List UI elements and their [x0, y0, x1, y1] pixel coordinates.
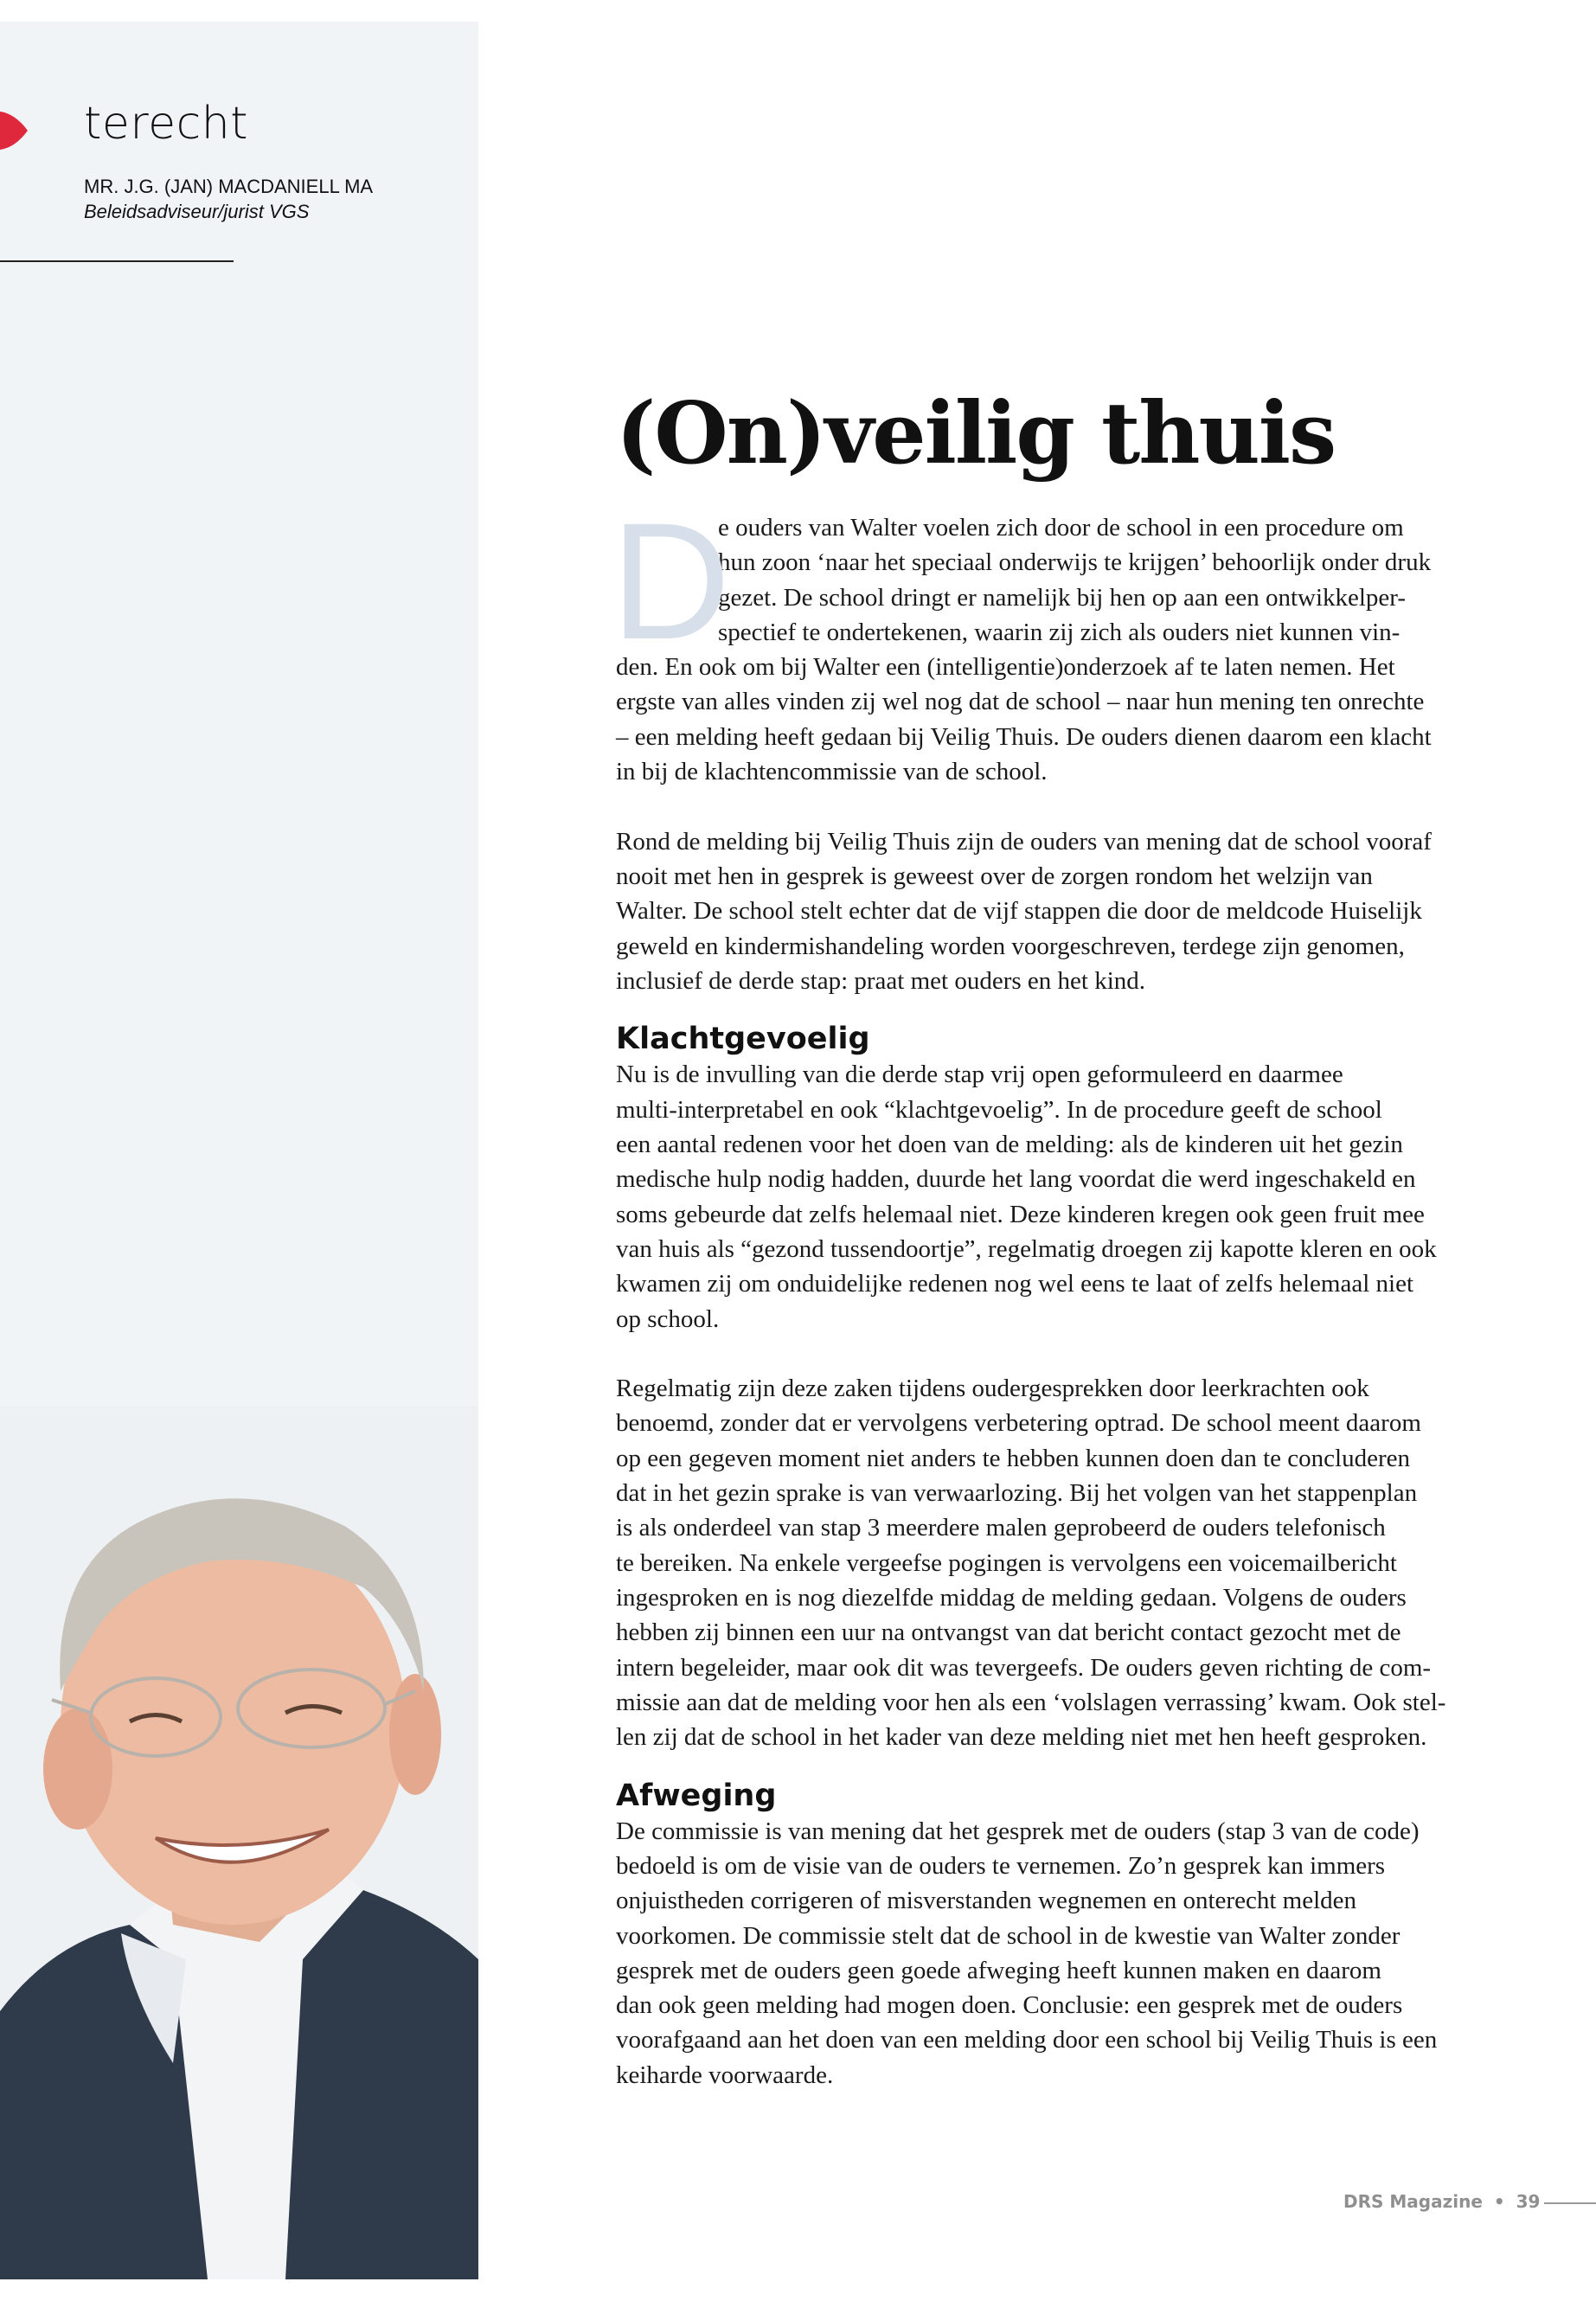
text-line: multi-interpretabel en ook “klachtgevoelig”. In de procedure geeft de school — [616, 1095, 1382, 1124]
text-line: e ouders van Walter voelen zich door de school in een procedure om — [718, 514, 1404, 542]
section-label: terecht — [84, 98, 249, 150]
text-line: voorafgaand aan het doen van een melding door een school bij Veilig Thuis is een — [616, 2026, 1438, 2054]
text-line: soms gebeurde dat zelfs helemaal niet. Deze kinderen kregen ook geen fruit mee — [616, 1200, 1425, 1228]
text-line: spectief te ondertekenen, waarin zij zich als ouders niet kunnen vin- — [718, 618, 1401, 646]
text-line: dan ook geen melding had mogen doen. Conclusie: een gesprek met de ouders — [616, 1991, 1403, 2020]
text-line: van huis als “gezond tussendoortje”, regelmatig droegen zij kapotte kleren en ook — [616, 1234, 1437, 1263]
text-line: op een gegeven moment niet anders te hebben kunnen doen dan te concluderen — [616, 1444, 1410, 1472]
paragraph — [616, 1057, 1507, 1336]
text-line: te bereiken. Na enkele vergeefse pogingen is vervolgens een voicemailbericht — [616, 1548, 1397, 1577]
section-heading: Klachtgevoelig — [616, 1022, 870, 1057]
text-line: len zij dat de school in het kader van deze melding niet met hen heeft gesproken. — [616, 1723, 1427, 1752]
text-line: Walter. De school stelt echter dat de vijf stappen die door de meldcode Huiselijk — [616, 897, 1422, 926]
text-line: Rond de melding bij Veilig Thuis zijn de ouders van mening dat de school vooraf — [616, 827, 1432, 856]
text-line: – een melding heeft gedaan bij Veilig Thuis. De ouders dienen daarom een klacht — [616, 722, 1432, 751]
text-line: gezet. De school dringt er namelijk bij hen op aan een ontwikkelper- — [718, 583, 1407, 612]
author-name: MR. J.G. (JAN) MACDANIELL MA — [84, 176, 374, 197]
text-line: gesprek met de ouders geen goede afweging heeft kunnen maken en daarom — [616, 1956, 1381, 1984]
text-line: intern begeleider, maar ook dit was tevergeefs. De ouders geven richting de com- — [616, 1653, 1432, 1682]
article-body — [611, 488, 1507, 2127]
text-line: Nu is de invulling van die derde stap vrij open geformuleerd en daarmee — [616, 1061, 1343, 1089]
text-line: voorkomen. De commissie stelt dat de school in de kwestie van Walter zonder — [616, 1921, 1401, 1950]
author-role: Beleidsadviseur/jurist VGS — [84, 201, 310, 222]
text-line: een aantal redenen voor het doen van de melding: als de kinderen uit het gezin — [616, 1131, 1403, 1159]
author-portrait — [0, 1406, 478, 2279]
magazine-name: DRS Magazine — [1343, 2191, 1483, 2212]
text-line: nooit met hen in gesprek is geweest over de zorgen rondom het welzijn van — [616, 862, 1373, 890]
text-line: is als onderdeel van stap 3 meerdere malen geprobeerd de ouders telefonisch — [616, 1514, 1386, 1542]
text-line: missie aan dat de melding voor hen als een ‘volslagen verrassing’ kwam. Ook stel- — [616, 1688, 1446, 1716]
text-line: op school. — [616, 1304, 720, 1333]
text-line: ingesproken en is nog diezelfde middag de melding gedaan. Volgens de ouders — [616, 1583, 1407, 1612]
footer-rule — [1544, 2202, 1596, 2204]
text-line: ergste van alles vinden zij wel nog dat de school – naar hun mening ten onrechte — [616, 688, 1425, 716]
text-line: De commissie is van mening dat het gesprek met de ouders (stap 3 van de code) — [616, 1817, 1420, 1845]
page-footer — [1343, 2191, 1540, 2212]
separator-dot: • — [1493, 2191, 1505, 2212]
drop-cap: D — [611, 488, 731, 674]
text-line: bedoeld is om de visie van de ouders te vernemen. Zo’n gesprek kan immers — [616, 1851, 1386, 1880]
text-line: inclusief de derde stap: praat met ouders en het kind. — [616, 966, 1146, 995]
paragraph — [616, 824, 1507, 998]
text-line: in bij de klachtencommissie van de school. — [616, 758, 1048, 786]
paragraph — [616, 1371, 1507, 1754]
text-line: den. En ook om bij Walter een (intelligentie)onderzoek af te laten nemen. Het — [616, 653, 1395, 682]
text-line: onjuistheden corrigeren of misverstanden wegnemen en onterecht melden — [616, 1887, 1356, 1915]
article-title: (On)veilig thuis — [616, 383, 1336, 484]
paragraph — [611, 488, 1507, 789]
text-line: kwamen zij om onduidelijke redenen nog wel eens te laat of zelfs helemaal niet — [616, 1270, 1414, 1298]
text-line: geweld en kindermishandeling worden voorgeschreven, terdege zijn genomen, — [616, 932, 1405, 960]
section-marker-icon — [0, 108, 45, 153]
text-line: dat in het gezin sprake is van verwaarlozing. Bij het volgen van het stappenplan — [616, 1479, 1418, 1508]
paragraph — [616, 1814, 1507, 2093]
text-line: Regelmatig zijn deze zaken tijdens oudergesprekken door leerkrachten ook — [616, 1375, 1369, 1403]
sidebar — [0, 22, 478, 2279]
text-line: medische hulp nodig hadden, duurde het lang voordat die werd ingeschakeld en — [616, 1165, 1416, 1194]
text-line: hebben zij binnen een uur na ontvangst van dat bericht contact gezocht met de — [616, 1618, 1401, 1647]
text-line: keiharde voorwaarde. — [616, 2061, 834, 2089]
text-line: hun zoon ‘naar het speciaal onderwijs te krijgen’ behoorlijk onder druk — [718, 548, 1432, 577]
section-heading: Afweging — [616, 1778, 777, 1813]
text-line: benoemd, zonder dat er vervolgens verbetering optrad. De school meent daarom — [616, 1409, 1421, 1438]
divider — [0, 260, 234, 262]
page-number: 39 — [1516, 2191, 1541, 2212]
